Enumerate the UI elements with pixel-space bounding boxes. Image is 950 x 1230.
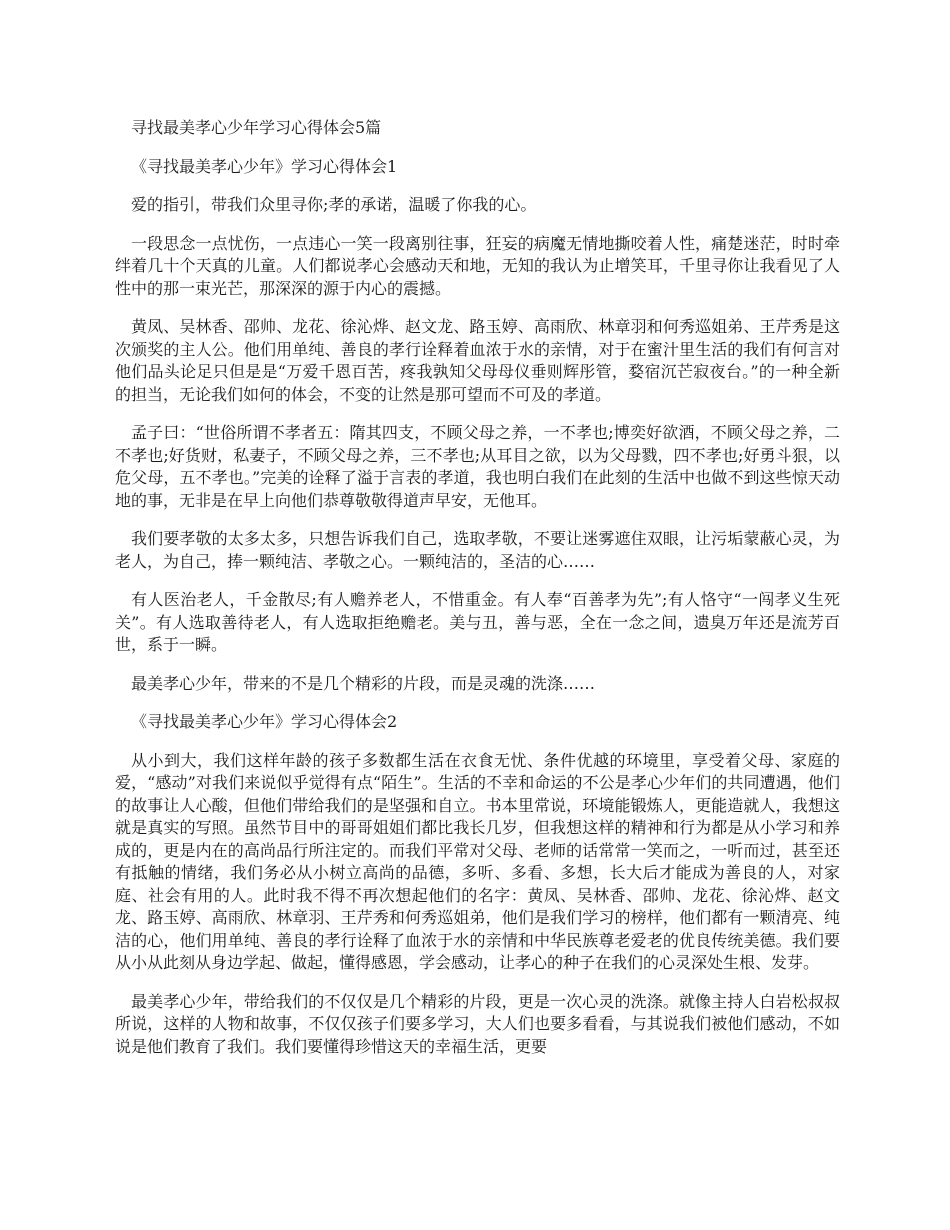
document-title: 寻找最美孝心少年学习心得体会5篇 — [131, 118, 382, 137]
section-heading: 《寻找最美孝心少年》学习心得体会2 — [131, 712, 398, 731]
document-page — [115, 117, 840, 1074]
paragraph: 从小到大，我们这样年龄的孩子多数都生活在衣食无忧、条件优越的环境里，享受着父母、家庭的爱，“感动”对我们来说似乎觉得有点“陌生”。生活的不幸和命运的不公是孝心少年们的共同遭遇，他们的故事让人心酸，但他们带给我们的是坚强和自立。书本里常说，环境能锻炼人，更能造就人，我想这就是真实的写照。虽然节目中的哥哥姐姐们都比我长几岁，但我想这样的精神和行为都是从小学习和养成的，更是内在的高尚品行所注定的。而我们平常对父母、老师的话常常一笑而之，一听而过，甚至还有抵触的情绪，我们务必从小树立高尚的品德，多听、多看、多想，长大后才能成为善良的人，对家庭、社会有用的人。此时我不得不再次想起他们的名字：黄凤、吴林香、邵帅、龙花、徐沁烨、赵文龙、路玉婷、高雨欣、林章羽、王芹秀和何秀巡姐弟，他们是我们学习的榜样，他们都有一颗清亮、纯洁的心，他们用单纯、善良的孝行诠释了血浓于水的亲情和中华民族尊老爱老的优良传统美德。我们要从小从此刻从身边学起、做起，懂得感恩，学会感动，让孝心的种子在我们的心灵深处生根、发芽。 — [115, 750, 840, 972]
paragraph: 爱的指引，带我们众里寻你;孝的承诺，温暖了你我的心。 — [131, 195, 537, 214]
paragraph: 我们要孝敬的太多太多，只想告诉我们自己，选取孝敬，不要让迷雾遮住双眼，让污垢蒙蔽心灵，为老人，为自己，捧一颗纯洁、孝敬之心。一颗纯洁的，圣洁的心…… — [115, 529, 840, 571]
paragraph: 黄凤、吴林香、邵帅、龙花、徐沁烨、赵文龙、路玉婷、高雨欣、林章羽和何秀巡姐弟、王芹秀是这次颁奖的主人公。他们用单纯、善良的孝行诠释着血浓于水的亲情，对于在蜜汁里生活的我们有何言对他们品头论足只但是是“万爱千恩百苦，疼我孰知父母母仪垂则辉彤管，婺宿沉芒寂夜台。”的一种全新的担当，无论我们如何的体会，不变的让然是那可望而不可及的孝道。 — [115, 317, 840, 404]
paragraph: 有人医治老人，千金散尽;有人赡养老人，不惜重金。有人奉“百善孝为先”;有人恪守“一闯孝义生死关”。有人选取善待老人，有人选取拒绝赡老。美与丑，善与恶，全在一念之间，遗臭万年还是流芳百世，系于一瞬。 — [115, 590, 840, 654]
section-heading: 《寻找最美孝心少年》学习心得体会1 — [131, 156, 398, 176]
paragraph: 最美孝心少年，带给我们的不仅仅是几个精彩的片段，更是一次心灵的洗涤。就像主持人白岩松叔叔所说，这样的人物和故事，不仅仅孩子们要多学习，大人们也要多看看，与其说我们被他们感动，不如说是他们教育了我们。我们要懂得珍惜这天的幸福生活，更要 — [115, 991, 840, 1056]
paragraph: 孟子曰：“世俗所谓不孝者五：隋其四支，不顾父母之养，一不孝也;博奕好欲酒，不顾父母之养，二不孝也;好货财，私妻子，不顾父母之养，三不孝也;从耳目之欲，以为父母戮，四不孝也;好勇斗狠，以危父母，五不孝也。”完美的诠释了溢于言表的孝道，我也明白我们在此刻的生活中也做不到这些惊天动地的事，无非是在早上向他们恭尊敬敬得道声早安，无他耳。 — [115, 423, 840, 510]
paragraph: 最美孝心少年，带来的不是几个精彩的片段，而是灵魂的洗涤…… — [131, 673, 596, 693]
paragraph: 一段思念一点忧伤，一点违心一笑一段离别往事，狂妄的病魔无情地撕咬着人性，痛楚迷茫，时时牵绊着几十个天真的儿童。人们都说孝心会感动天和地，无知的我认为止增笑耳，千里寻你让我看见了人性中的那一束光芒，那深深的源于内心的震撼。 — [115, 233, 840, 298]
